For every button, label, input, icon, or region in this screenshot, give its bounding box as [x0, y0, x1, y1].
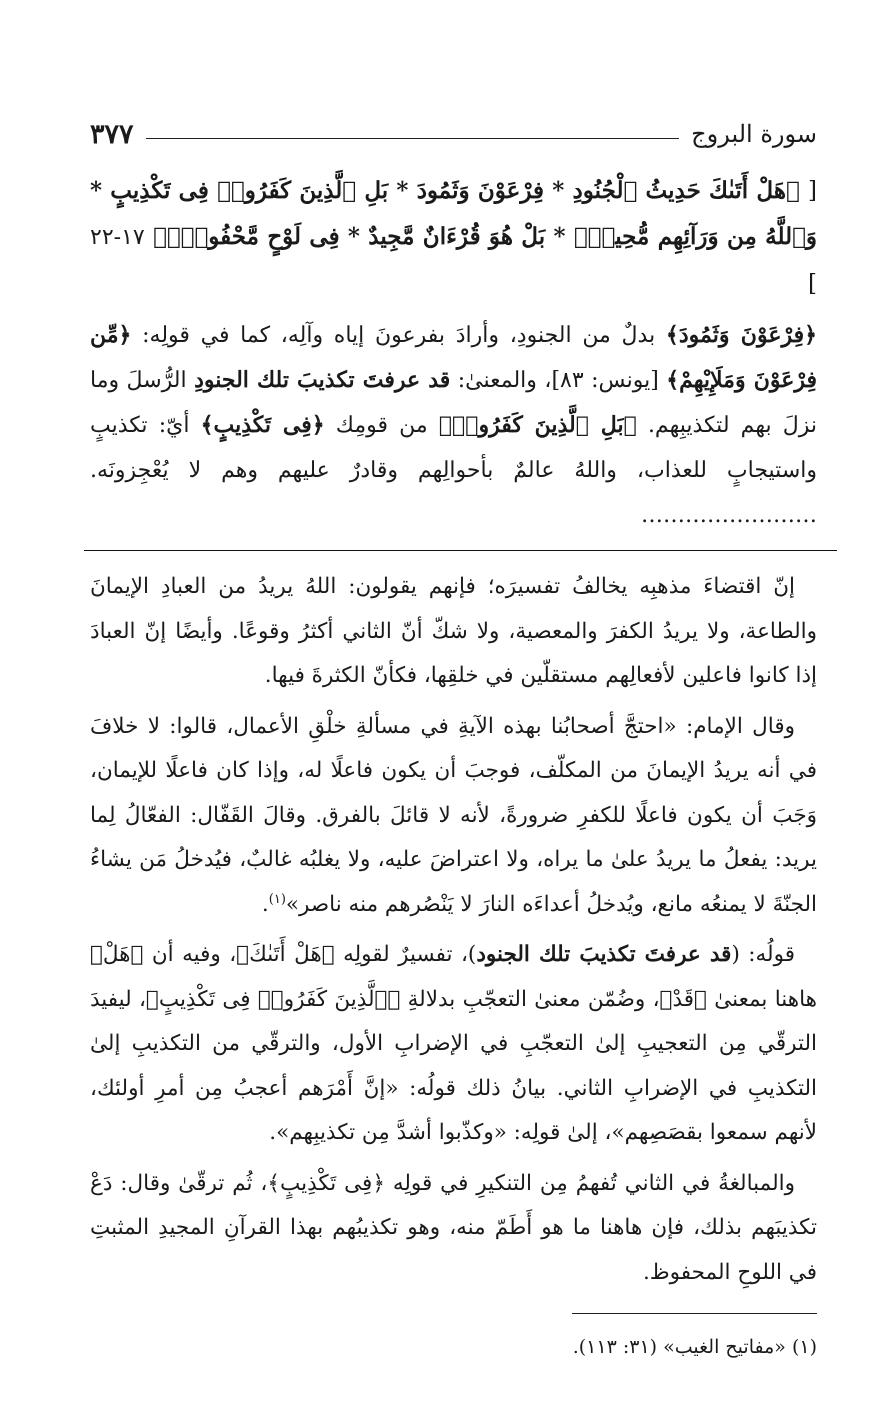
paragraph: والمبالغةُ في الثاني تُفهمُ مِن التنكيرِ في قولِه ﴿فِى تَكْذِيبٍ﴾، ثُم ترقّىٰ وقال: دَعْ تكذيبَهم بذلك، فإن هاهنا ما هو أَطَمّ منه، وهو تكذيبُهم بهذا القرآنِ المجيدِ المثبتِ في اللوحِ المحفوظ.: [90, 1170, 817, 1285]
text-segment: الرُّسلَ وما نزلَ بهم لتكذيبِهم.: [90, 368, 817, 438]
quran-verse-block: [90, 168, 817, 307]
text-segment: أيّ: تكذيبٍ واستيجابٍ للعذاب، واللهُ عالمٌ بأحوالِهم وقادرٌ عليهم وهم لا يُعْجِزونَه. ……………………: [90, 413, 817, 528]
section-divider: [84, 550, 837, 551]
quote-takdhib: ﴿فِى تَكْذِيبٍ﴾: [200, 412, 325, 438]
text-segment: .: [261, 891, 269, 917]
paragraph: إنّ اقتضاءَ مذهبِه يخالفُ تفسيرَه؛ فإنهم يقولون: اللهُ يريدُ من العبادِ الإيمانَ والطاعة، ولا يريدُ الكفرَ والمعصية، ولا شكّ أنّ الثاني أكثرُ وقوعًا. وأيضًا إنّ العبادَ إذا كانوا فاعلين لأفعالِهم مستقلّين في خلقِها، فكأنّ الكثرةَ فيها.: [90, 574, 817, 688]
verse-text: ﴿هَلْ أَتَىٰكَ حَدِيثُ ٱلْجُنُودِ * فِرْعَوْنَ وَثَمُودَ * بَلِ ٱلَّذِينَ كَفَرُوا۟ فِى تَكْذِيبٍ * وَٱللَّهُ مِن وَرَآئِهِم مُّحِيطٌۢ * بَلْ هُوَ قُرْءَانٌ مَّجِيدٌ * فِى لَوْحٍ مَّحْفُوظٍۭ﴾: [90, 177, 817, 250]
commentary-lower: [90, 565, 817, 1295]
footnote: (١) «مفاتيح الغيب» (٣١: ١١٣).: [572, 1336, 817, 1358]
surah-title: سورة البروج: [691, 120, 817, 148]
quote-yunus: ﴿مِّن فِرْعَوْنَ وَمَلَإِيْهِمْ﴾: [90, 322, 817, 393]
text-segment: [يونس: ٨٣]، والمعنىٰ:: [450, 368, 667, 393]
verse-open-bracket: [: [808, 178, 817, 204]
footnote-rule: [572, 1313, 817, 1314]
verse-reference: ١٧-٢٢: [90, 225, 145, 250]
bold-phrase: قد عرفتَ تكذيبَ تلك الجنودِ: [194, 367, 451, 393]
quote-pharaoh-thamud: ﴿فِرْعَوْنَ وَثَمُودَ﴾: [665, 322, 818, 348]
text-segment: من قومِك: [324, 413, 439, 438]
bold-phrase: قد عرفتَ تكذيبَ تلك الجنود: [476, 942, 732, 967]
commentary-upper: [90, 313, 817, 538]
text-segment: قولُه: (: [731, 942, 795, 967]
text-segment: بدلٌ من الجنودِ، وأرادَ بفرعونَ إياه وآلِه، كما في قولِه:: [131, 323, 666, 348]
page: [90, 110, 817, 1363]
paragraph: [90, 933, 817, 1156]
footnote-marker[interactable]: (١): [268, 891, 286, 907]
text-segment: )، تفسيرٌ لقولِه ﴿هَلْ أَتَىٰكَ﴾، وفيه أن ﴿هَلْ﴾ هاهنا بمعنىٰ ﴿قَدْ﴾، وضُمّن معنىٰ التعجّبِ بدلالةِ ﴿ٱلَّذِينَ كَفَرُوا۟ فِى تَكْذِيبٍ﴾، ليفيدَ الترقّي مِن التعجيبِ إلىٰ التعجّبِ في الإضرابِ الأول، والترقّي من التكذيبِ إلىٰ التكذيبِ في الإضرابِ الثاني. بيانُ ذلك قولُه: «إنَّ أَمْرَهم أعجبُ مِن أمرِ أولئك، لأنهم سمعوا بقصَصِهم»، إلىٰ قولِه: «وكذّبوا أشدَّ مِن تكذيبِهم».: [90, 942, 817, 1145]
verse-close-bracket: ]: [808, 271, 817, 297]
page-header: [90, 110, 817, 158]
page-number: ٣٧٧: [90, 118, 134, 150]
quote-kafaru: ﴿بَلِ ٱلَّذِينَ كَفَرُوا۟﴾: [438, 412, 637, 438]
text-segment: وقال الإمام: «احتجَّ أصحابُنا بهذه الآيةِ في مسألةِ خلْقِ الأعمال، قالوا: لا خلافَ في أنه يريدُ الإيمانَ من المكلّف، فوجبَ أن يكون فاعلًا له، وإذا كان فاعلًا للإيمان، وَجَبَ أن يكون فاعلًا للكفرِ ضرورةً، لأنه لا قائلَ بالفرق. وقالَ القَفّال: الفعّالُ لِما يريد: يفعلُ ما يريدُ علىٰ ما يراه، ولا اعتراضَ عليه، ولا يغلبُه غالبٌ، فيُدخلُ مَن يشاءُ الجنّةَ لا يمنعُه مانع، ويُدخلُ أعداءَه النارَ لا يَنْصُرهم منه ناصر»: [90, 713, 817, 917]
paragraph: [90, 705, 817, 928]
header-rule: [146, 138, 680, 139]
